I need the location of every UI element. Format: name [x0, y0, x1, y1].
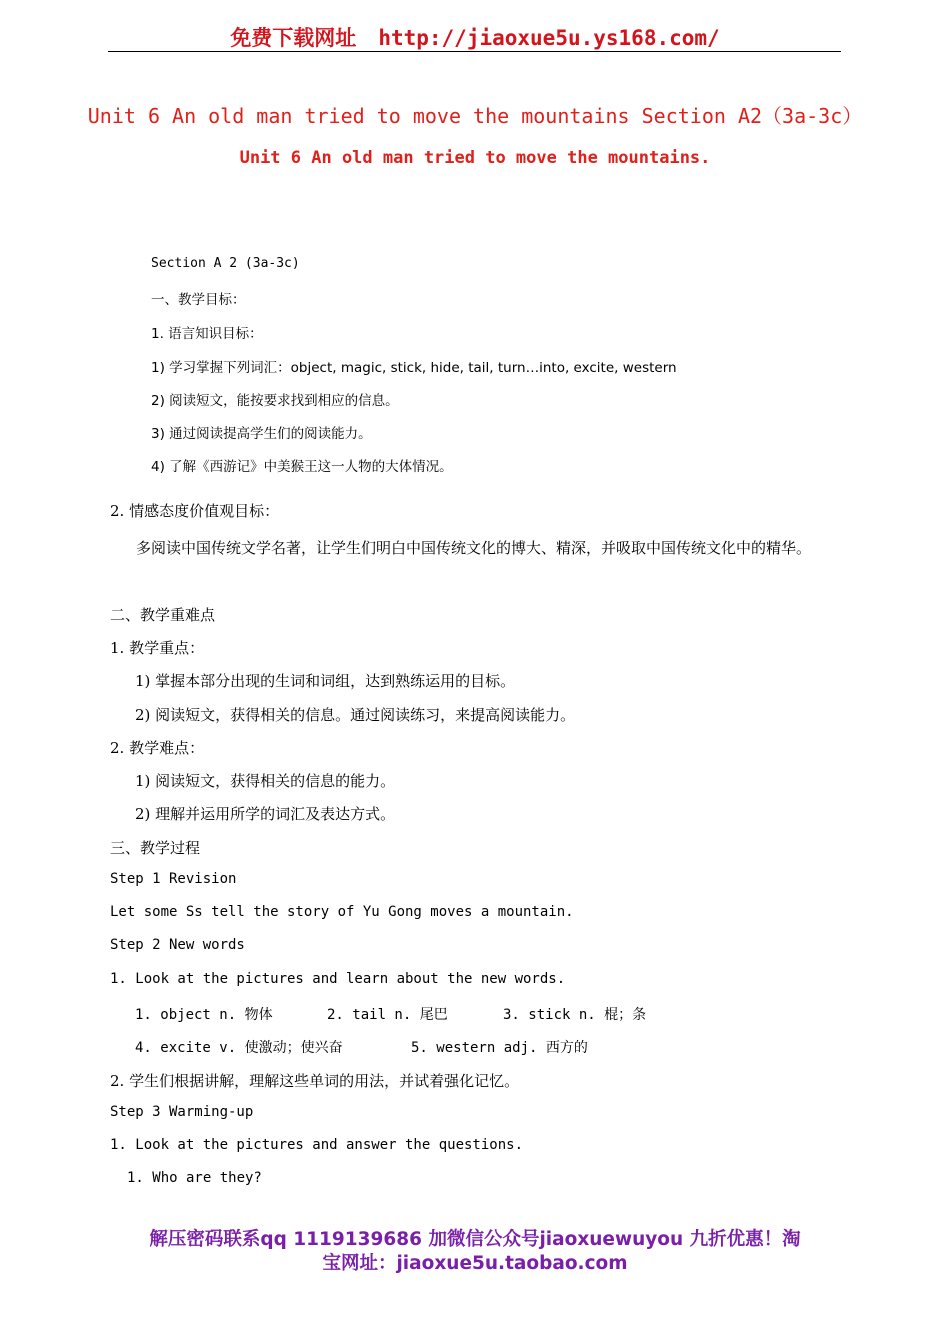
vocab-word: 4. excite v. 使激动；使兴奋 — [135, 1040, 343, 1056]
difficult-point-item: 1) 阅读短文，获得相关的信息的能力。 — [135, 772, 396, 790]
goals-heading: 一、教学目标： — [151, 292, 246, 308]
goal-item: 1) 学习掌握下列词汇：object, magic, stick, hide, tail, turn…into, excite, western — [151, 360, 677, 376]
process-heading: 三、教学过程 — [110, 839, 201, 857]
step-2-heading: Step 2 New words — [110, 937, 245, 953]
section-heading: Section A 2 (3a-3c) — [151, 256, 300, 271]
footer-contact-line: 解压密码联系qq 1119139686 加微信公众号jiaoxuewuyou 九折优惠！淘 — [149, 1229, 801, 1250]
emotion-heading: 2. 情感态度价值观目标： — [110, 502, 280, 520]
key-point-item: 1) 掌握本部分出现的生词和词组，达到熟练运用的目标。 — [135, 672, 516, 690]
step-1-heading: Step 1 Revision — [110, 871, 237, 887]
vocab-word: 1. object n. 物体 — [135, 1007, 273, 1023]
difficulties-heading: 二、教学重难点 — [110, 606, 216, 624]
header-divider — [108, 51, 841, 52]
step-3-heading: Step 3 Warming-up — [110, 1104, 254, 1120]
document-subtitle: Unit 6 An old man tried to move the mountains. — [239, 148, 711, 168]
step-2-item: 1. Look at the pictures and learn about the new words. — [110, 971, 566, 987]
header-url-link[interactable]: http://jiaoxue5u.ys168.com/ — [378, 26, 720, 50]
vocab-word: 5. western adj. 西方的 — [411, 1040, 588, 1056]
difficult-points-heading: 2. 教学难点： — [110, 739, 205, 757]
goal-item: 3) 通过阅读提高学生们的阅读能力。 — [151, 426, 372, 442]
step-2-item: 2. 学生们根据讲解，理解这些单词的用法，并试着强化记忆。 — [110, 1072, 520, 1090]
step-3-question: 1. Who are they? — [127, 1170, 262, 1186]
vocab-word: 3. stick n. 棍；条 — [503, 1007, 647, 1023]
header-label: 免费下载网址 — [230, 26, 357, 50]
difficult-point-item: 2) 理解并运用所学的词汇及表达方式。 — [135, 805, 396, 823]
vocab-word: 2. tail n. 尾巴 — [327, 1007, 448, 1023]
emotion-paragraph: 多阅读中国传统文学名著，让学生们明白中国传统文化的博大、精深，并吸取中国传统文化中的精华。 — [136, 539, 812, 557]
step-3-item: 1. Look at the pictures and answer the questions. — [110, 1137, 524, 1153]
page-header — [0, 22, 950, 52]
language-goals-heading: 1. 语言知识目标： — [151, 326, 263, 342]
page-footer — [0, 1228, 950, 1276]
goal-item: 2) 阅读短文，能按要求找到相应的信息。 — [151, 393, 399, 409]
goal-item: 4) 了解《西游记》中美猴王这一人物的大体情况。 — [151, 459, 453, 475]
step-1-text: Let some Ss tell the story of Yu Gong moves a mountain. — [110, 904, 574, 920]
key-points-heading: 1. 教学重点： — [110, 639, 205, 657]
footer-shop-link[interactable]: 宝网址：jiaoxue5u.taobao.com — [322, 1253, 628, 1274]
document-title: Unit 6 An old man tried to move the mountains Section A2（3a-3c） — [87, 104, 863, 128]
key-point-item: 2) 阅读短文，获得相关的信息。通过阅读练习，来提高阅读能力。 — [135, 706, 576, 724]
